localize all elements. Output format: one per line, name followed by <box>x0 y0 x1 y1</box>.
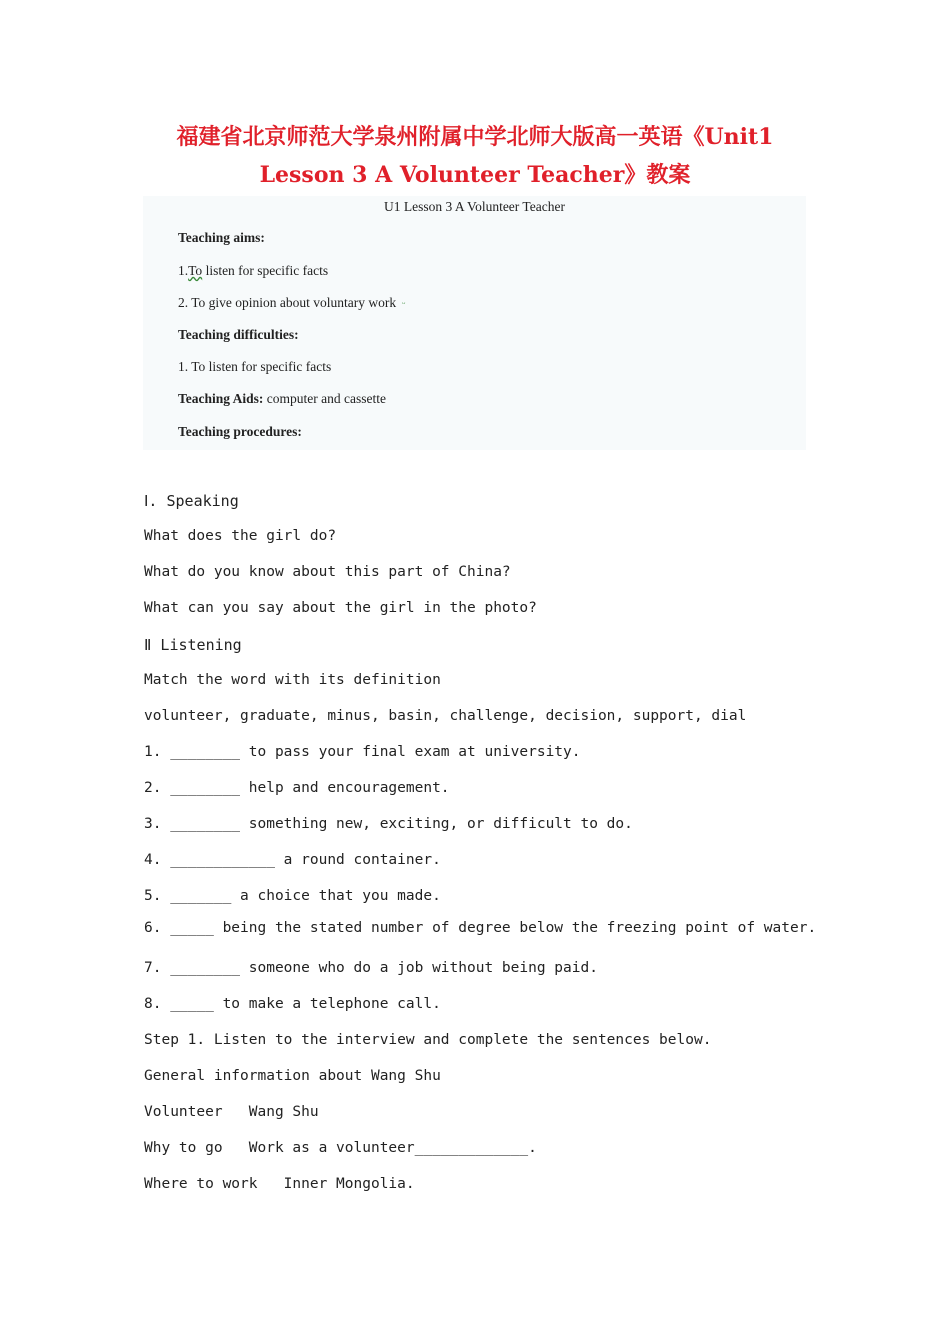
body-line: What does the girl do? <box>144 528 337 544</box>
body-line: What can you say about the girl in the photo? <box>144 600 537 616</box>
exercise-item: 3. ________ something new, exciting, or difficult to do. <box>144 816 633 832</box>
lesson-summary-box <box>143 196 806 450</box>
section-speaking-heading: Ⅰ. Speaking <box>144 492 239 510</box>
grammar-mark-icon: ᵕ <box>402 298 406 310</box>
teaching-aids: Teaching Aids: computer and cassette <box>178 391 386 406</box>
aim-2: 2. To give opinion about voluntary work ᵕ <box>178 295 406 310</box>
exercise-item: 6. _____ being the stated number of degree below the freezing point of water. <box>144 920 817 936</box>
body-line: What do you know about this part of China? <box>144 564 511 580</box>
info-row: Volunteer Wang Shu <box>144 1104 319 1120</box>
aim-1: 1.To listen for specific facts <box>178 263 329 278</box>
exercise-item: 8. _____ to make a telephone call. <box>144 996 441 1012</box>
body-line: Match the word with its definition <box>144 672 441 688</box>
exercise-item: 2. ________ help and encouragement. <box>144 780 450 796</box>
teaching-difficulties-label: Teaching difficulties: <box>178 327 299 342</box>
teaching-aims-label: Teaching aims: <box>178 230 265 245</box>
exercise-item: 1. ________ to pass your final exam at university. <box>144 744 581 760</box>
exercise-item: 5. _______ a choice that you made. <box>144 888 441 904</box>
word-bank: volunteer, graduate, minus, basin, challenge, decision, support, dial <box>144 708 747 724</box>
step-1-instruction: Step 1. Listen to the interview and complete the sentences below. <box>144 1032 712 1048</box>
info-row: Why to go Work as a volunteer_____________. <box>144 1140 537 1156</box>
title-line-1: 福建省北京师范大学泉州附属中学北师大版高一英语《Unit1 <box>176 124 774 150</box>
document-title <box>150 118 800 194</box>
exercise-item: 7. ________ someone who do a job without being paid. <box>144 960 598 976</box>
difficulty-1: 1. To listen for specific facts <box>178 359 332 374</box>
body-line: General information about Wang Shu <box>144 1068 441 1084</box>
title-line-2: Lesson 3 A Volunteer Teacher》教案 <box>259 162 691 188</box>
section-listening-heading: Ⅱ Listening <box>144 636 242 654</box>
lesson-subtitle: U1 Lesson 3 A Volunteer Teacher <box>384 199 565 214</box>
teaching-procedures-label: Teaching procedures: <box>178 424 302 439</box>
info-row: Where to work Inner Mongolia. <box>144 1176 415 1192</box>
exercise-item: 4. ____________ a round container. <box>144 852 441 868</box>
